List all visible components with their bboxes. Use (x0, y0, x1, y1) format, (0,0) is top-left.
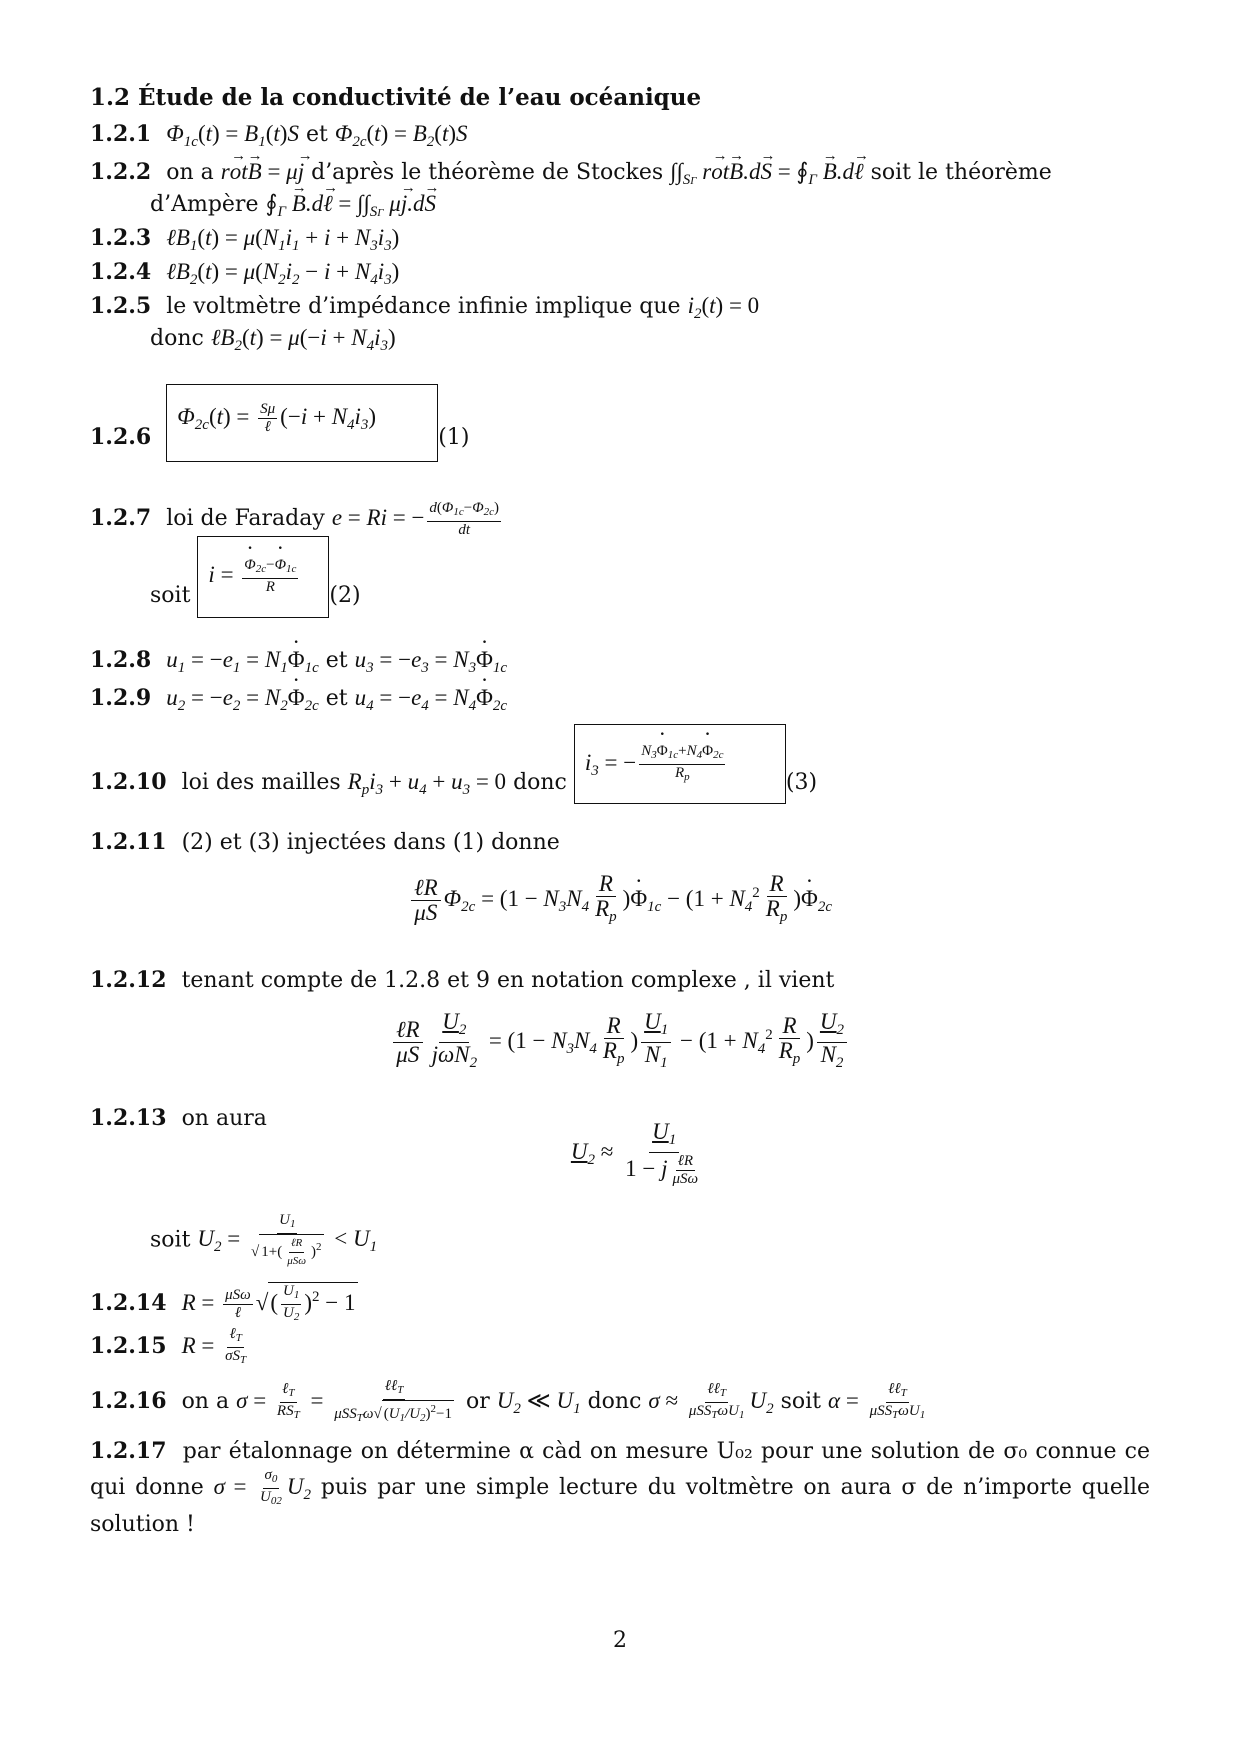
boxed-equation-3: $i_3$ = − $\frac{N_3\Phi \cdot_{1c}+N_4\Phi \cdot_{2c}}{R_p}$ (574, 724, 786, 804)
display-equation-1-2-12: $\frac{\text{ℓR}}{\mu S}$ $\frac{U_2}{j\omega N_2}$ = ($1 - N_3N_4$ $\frac{R}{R_p}$ ) $\frac{U_1}{N_1}$ − ($1 + N_4^2$ $\frac{R}{R_p}$ ) $\frac{U_2}{N_2}$ (0, 1010, 1240, 1075)
item-1-2-12: 1.2.12 tenant compte de 1.2.8 et 9 en notation complexe , il vient (90, 967, 835, 993)
display-equation-1-2-13: $U_2$ ≈ $U_1$ 1 − j $\frac{\text{ℓR}}{\text{μSω}}$ (570, 1119, 699, 1187)
item-1-2-5: 1.2.5 le voltmètre d’impédance infinie implique que $i_2(t) = 0$ (90, 293, 760, 322)
item-1-2-5-cont: donc ℓB$_2$(t) = $\mu(-i + N_4i_3)$ (150, 325, 396, 354)
item-1-2-7-cont: soit i = $\frac{\Phi \cdot_{2c}-\Phi \cdot_{1c}}{R}$ (2) (150, 574, 361, 618)
boxed-equation-2: i = $\frac{\Phi \cdot_{2c}-\Phi \cdot_{1c}}{R}$ (197, 536, 329, 618)
item-1-2-9: 1.2.9 $u_2 = -e_2 = N_2\Phi \cdot_{2c}$ et $u_4 = -e_4 = N_4\Phi \cdot_{2c}$ (90, 684, 507, 720)
item-1-2-2-cont: d’Ampère $∮_\Gamma$ B →.dℓ → = $\int\int_{S\Gamma}$ μj →.dS → (150, 190, 436, 227)
section-heading (90, 84, 701, 112)
item-1-2-3: 1.2.3 ℓB$_1$(t) = $\mu(N_1i_1 + i + N_3i_3)$ (90, 225, 400, 254)
item-1-2-6: 1.2.6 $\Phi_{2c}(t)$ = $\frac{S\mu}{\text{ℓ}}$ $(-i + N_4i_3)(1)$ (90, 414, 469, 462)
section-title: Étude de la conductivité de l’eau océanique (138, 84, 702, 111)
item-1-2-11: 1.2.11 (2) et (3) injectées dans (1) donne (90, 829, 560, 855)
item-1-2-1: 1.2.1 $\Phi_{1c}(t) = B_1(t)S$ et $\Phi_{2c}(t) = B_2(t)S$ (90, 121, 468, 150)
item-1-2-13-cont: soit $U_2$ = $U_1$ √ 1+( $\frac{\text{ℓR}}{\text{μSω}}$ )$^2$ < $U_1$ (150, 1212, 377, 1270)
item-1-2-7: 1.2.7 loi de Faraday e = Ri = − $\frac{d(\Phi_{1c}-\Phi_{2c})}{dt}$ (90, 500, 500, 538)
display-equation-1-2-11: $\frac{\text{ℓR}}{\mu S}$ $\Phi_{2c} = (1 - N_3N_4$ $\frac{R}{R_p}$ )$\Phi \cdot_{1c} - (1 + N_4^2$ $\frac{R}{R_p}$ )$\Phi \cdot_{2c}$ (0, 872, 1240, 929)
item-1-2-2: 1.2.2 on a rot →B → = μj → d’après le théorème de Stockes $\int\int_{S\Gamma}$ rot →B →.dS → = $∮_\Gamma$ B →.dℓ → soit le théorème (90, 158, 1052, 195)
item-1-2-10: 1.2.10 loi des mailles $R_pi_3 + u_4 + u_3 = 0$ donc $i_3$ = − $\frac{N_3\Phi \cdot_{1c}+N_4\Phi \cdot_{2c}}{R_p}$ (3) (90, 762, 817, 804)
item-1-2-4: 1.2.4 ℓB$_2$(t) = $\mu(N_2i_2 - i + N_4i_3)$ (90, 259, 400, 288)
boxed-equation-1: $\Phi_{2c}(t)$ = $\frac{S\mu}{\text{ℓ}}$ $(-i + N_4i_3)$ (166, 384, 438, 462)
section-number: 1.2 (90, 84, 131, 111)
item-1-2-16: 1.2.16 on a σ = $\frac{\ell_T}{RS_T}$ = $\frac{\ell\ell_T}{\mu SS_T\omega√ (U_1/U_2)^2-1}$ or $U_2$ ≪ $U_1$ donc σ ≈ $\frac{\ell\ell_T}{\mu SS_T\omega U_1}$ $U_2$ soit α = $\frac{\ell\ell_T}{\mu SS_T\omega U_1}$ (90, 1378, 930, 1427)
item-1-2-15: 1.2.15 R = $\frac{\ell_T}{\sigma S_T}$ (90, 1326, 247, 1366)
item-1-2-8: 1.2.8 $u_1 = -e_1 = N_1\Phi \cdot_{1c}$ et $u_3 = -e_3 = N_3\Phi \cdot_{1c}$ (90, 646, 507, 682)
item-1-2-17: 1.2.17 par étalonnage on détermine α càd on mesure U₀₂ pour une solution de σ₀ connue ce qui donne σ = $\frac{\sigma_0}{U_{02}}$ $U_2$ puis par une simple lecture du voltmètre on aura σ de n’importe quelle solution ! (90, 1438, 1151, 1537)
page-number: 2 (613, 1628, 627, 1653)
item-1-2-14: 1.2.14 R = $\frac{\text{μSω}}{\text{ℓ}}$ √( $\frac{U_1}{U_2}$ )$^2$ − 1 (90, 1282, 358, 1326)
item-1-2-13: 1.2.13 on aura (90, 1105, 267, 1131)
